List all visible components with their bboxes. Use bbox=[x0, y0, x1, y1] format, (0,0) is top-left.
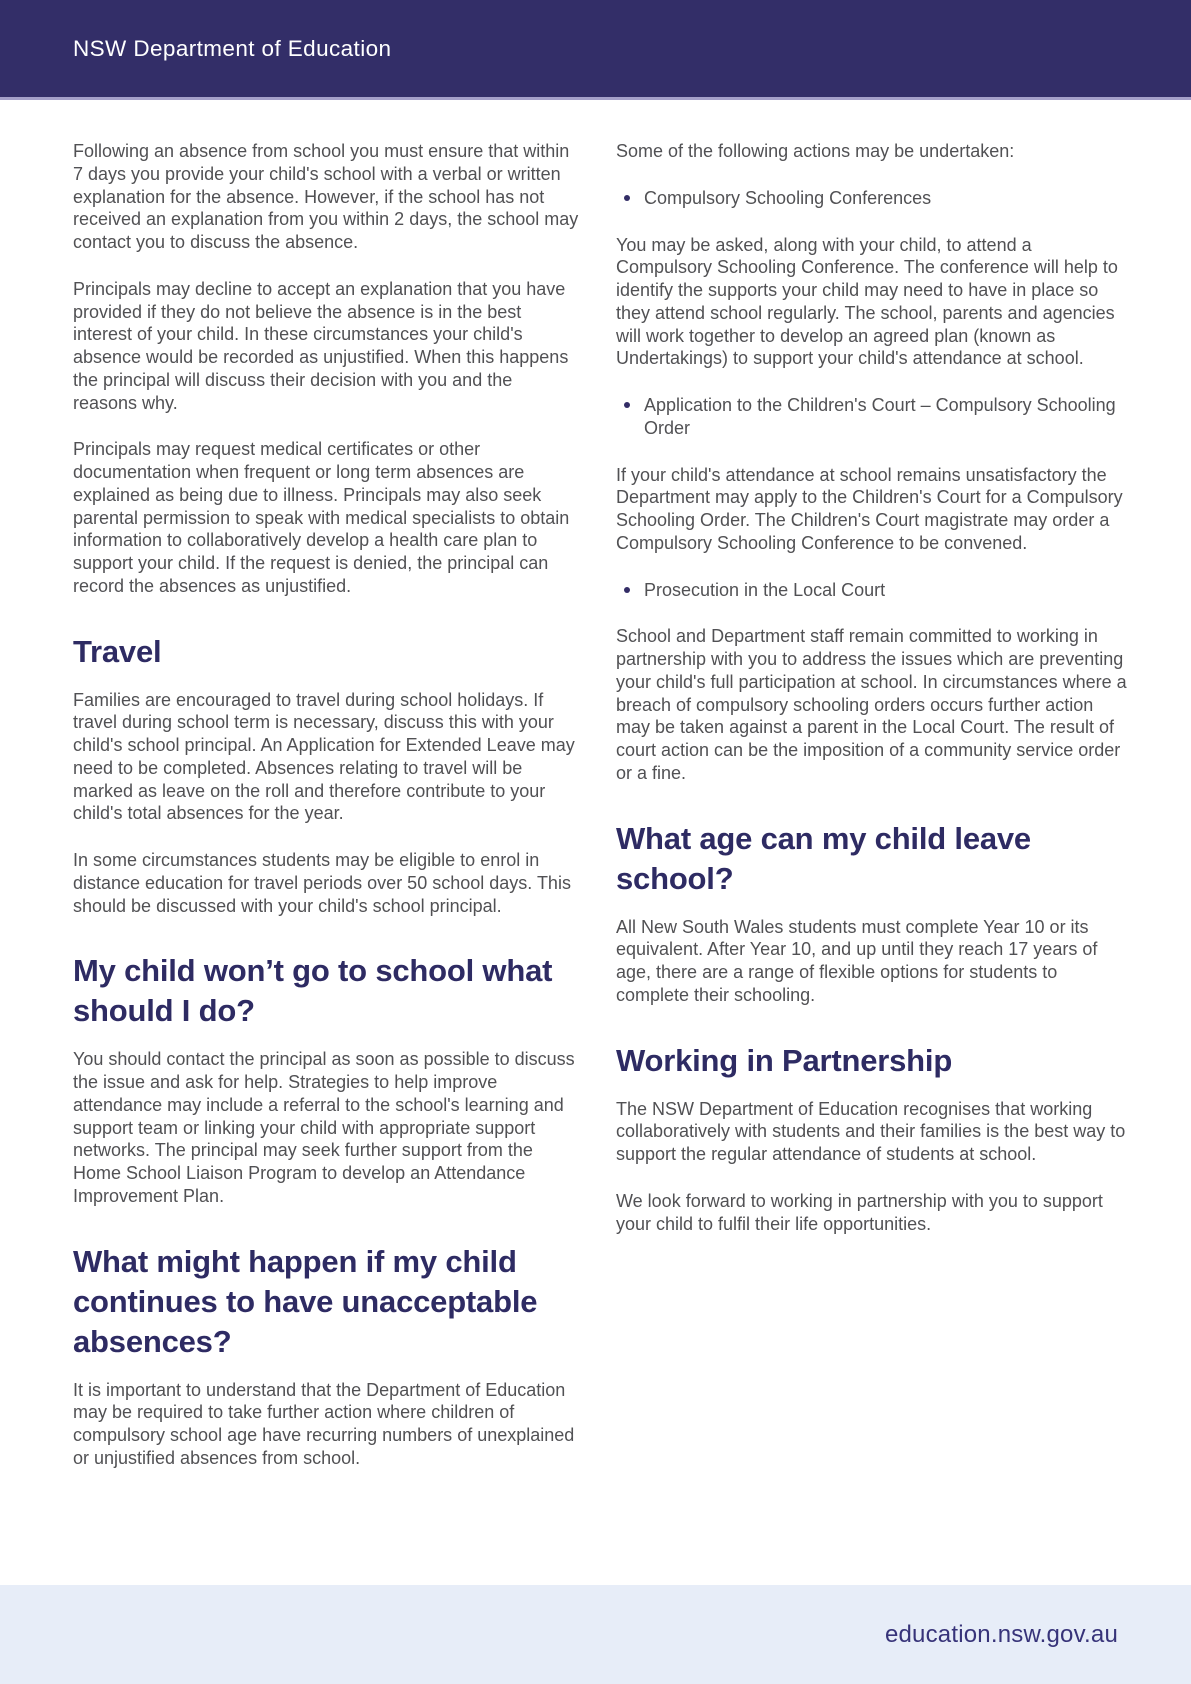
heading-line: school? bbox=[616, 860, 734, 896]
paragraph-travel-holidays: Families are encouraged to travel during school holidays. If travel during school term is necessary, discuss this with your child's school principal. An Application for Extended Leave may need to be completed. Absences relating to travel will be marked as leave on the roll and therefore contribute to your child's total absences for the year. bbox=[73, 689, 575, 824]
heading-line: My child won’t go to school what bbox=[73, 953, 553, 989]
header-bar bbox=[0, 0, 1191, 100]
paragraph-local-court: School and Department staff remain committed to working in partnership with you to address the issues which are preventing your child's full participation at school. In circumstances where a breach of compulsory schooling orders occurs further action may be taken against a parent in the Local Court. The result of court action can be the imposition of a community service order or a fine. bbox=[616, 626, 1127, 783]
heading-line: What age can my child leave bbox=[616, 820, 1031, 856]
list-item-prosecution bbox=[616, 579, 1129, 602]
heading-travel: Travel bbox=[73, 633, 162, 669]
paragraph-absence-explanation: Following an absence from school you must ensure that within 7 days you provide your child's school with a verbal or written explanation for the absence. However, if the school has not received an explanation from you within 2 days, the school may contact you to discuss the absence. bbox=[73, 141, 579, 252]
paragraph-further-action: It is important to understand that the Department of Education may be required to take further action where children of compulsory school age have recurring numbers of unexplained or unjustified absences from school. bbox=[73, 1379, 575, 1468]
list-item-label: Prosecution in the Local Court bbox=[644, 579, 886, 600]
right-column bbox=[616, 140, 1129, 1494]
paragraph-year-10: All New South Wales students must complete Year 10 or its equivalent. After Year 10, and up until they reach 17 years of age, there are a range of flexible options for students to complete their schooling. bbox=[616, 916, 1098, 1005]
list-item-label: Application to the Children's Court – Compulsory Schooling Order bbox=[644, 395, 1116, 438]
list-item-schooling-conferences bbox=[616, 187, 1129, 210]
heading-leave-school-age bbox=[616, 819, 1129, 899]
department-title: NSW Department of Education bbox=[73, 35, 392, 61]
paragraph-compulsory-schooling-order: If your child's attendance at school remains unsatisfactory the Department may apply to the Children's Court for a Compulsory Schooling Order. The Children's Court magistrate may order a Compulsory Schooling Conference to be convened. bbox=[616, 464, 1123, 553]
document-content bbox=[0, 100, 1191, 1494]
paragraph-distance-education: In some circumstances students may be eligible to enrol in distance education for travel periods over 50 school days. This should be discussed with your child's school principal. bbox=[73, 850, 571, 916]
paragraph-medical-certificates: Principals may request medical certificates or other documentation when frequent or long term absences are explained as being due to illness. Principals may also seek parental permission to speak with medical specialists to obtain information to collaboratively develop a health care plan to support your child. If the request is denied, the principal can record the absences as unjustified. bbox=[73, 439, 570, 596]
bullet-icon bbox=[624, 587, 630, 593]
footer-bar bbox=[0, 1585, 1191, 1684]
left-column bbox=[73, 140, 579, 1494]
heading-working-in-partnership: Working in Partnership bbox=[616, 1042, 953, 1078]
paragraph-principals-decline: Principals may decline to accept an explanation that you have provided if they do not believe the absence is in the best interest of your child. In these circumstances your child's absence would be recorded as unjustified. When this happens the principal will discuss their decision with you and the reasons why. bbox=[73, 278, 569, 413]
heading-line: absences? bbox=[73, 1323, 232, 1359]
list-item-label: Compulsory Schooling Conferences bbox=[644, 187, 932, 208]
paragraph-schooling-conference: You may be asked, along with your child, to attend a Compulsory Schooling Conference. The conference will help to identify the supports your child may need to have in place so they attend school regularly. The school, parents and agencies will work together to develop an agreed plan (known as Undertakings) to support your child's attendance at school. bbox=[616, 234, 1118, 369]
heading-wont-go-to-school bbox=[73, 951, 579, 1031]
paragraph-actions-intro: Some of the following actions may be undertaken: bbox=[616, 141, 1015, 161]
list-item-childrens-court bbox=[616, 394, 1129, 440]
footer-website: education.nsw.gov.au bbox=[884, 1620, 1118, 1648]
paragraph-look-forward: We look forward to working in partnership with you to support your child to fulfil their life opportunities. bbox=[616, 1190, 1103, 1234]
bullet-icon bbox=[624, 402, 630, 408]
heading-line: should I do? bbox=[73, 993, 255, 1029]
heading-line: continues to have unacceptable bbox=[73, 1283, 538, 1319]
heading-what-might-happen bbox=[73, 1242, 579, 1362]
paragraph-contact-principal: You should contact the principal as soon as possible to discuss the issue and ask for help. Strategies to help improve attendance may include a referral to the school's learning and support team or linking your child with appropriate support networks. The principal may seek further support from the Home School Liaison Program to develop an Attendance Improvement Plan. bbox=[73, 1049, 575, 1206]
heading-line: What might happen if my child bbox=[73, 1243, 517, 1279]
paragraph-recognises-collaboration: The NSW Department of Education recognises that working collaboratively with students and their families is the best way to support the regular attendance of students at school. bbox=[616, 1098, 1126, 1164]
bullet-icon bbox=[624, 195, 630, 201]
